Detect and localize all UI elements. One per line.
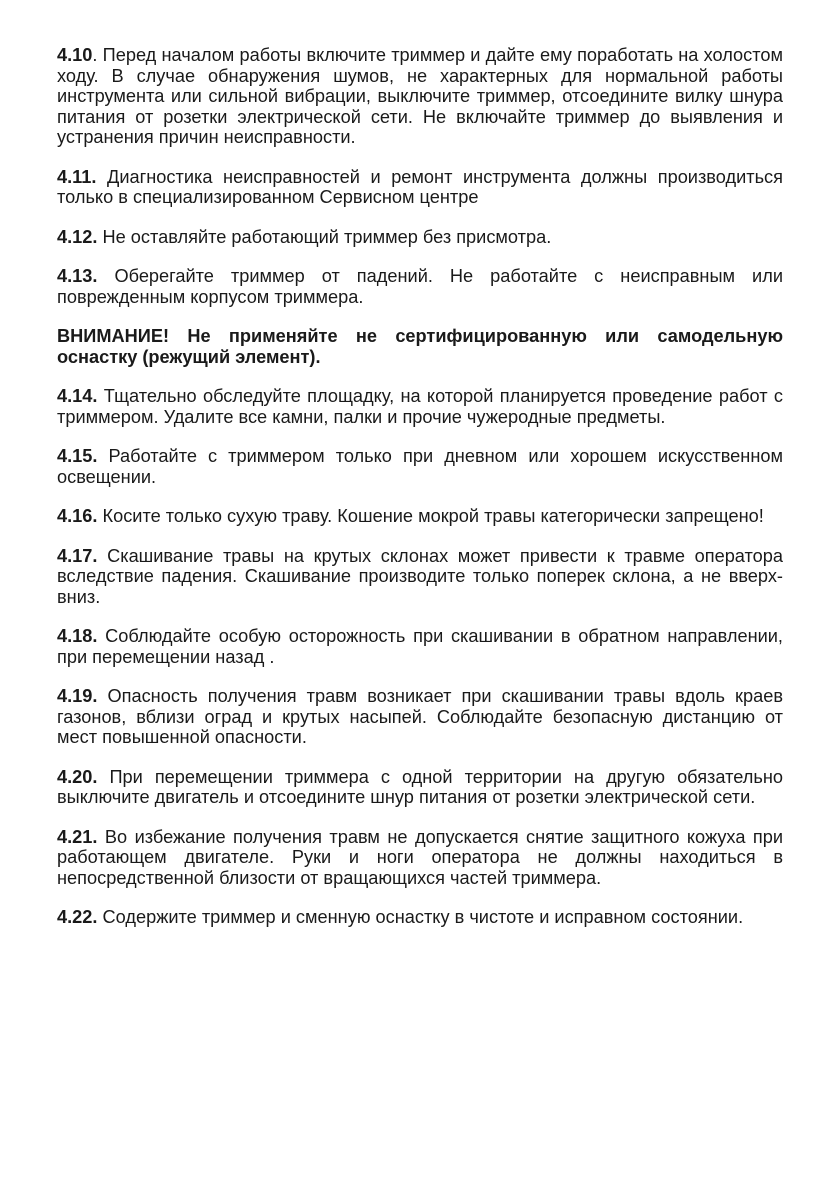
paragraph-text: Не оставляйте работающий триммер без присмотра. (97, 226, 552, 247)
paragraph-4-19 (57, 686, 783, 748)
paragraph-text: При перемещении триммера с одной территории на другую обязательно выключите двигатель и отсоедините шнур питания от розетки электрической сети. (57, 766, 783, 807)
paragraph-4-10 (57, 45, 783, 148)
paragraph-number: 4.11. (57, 166, 97, 187)
paragraph-4-14 (57, 386, 783, 427)
paragraph-4-12 (57, 227, 783, 248)
paragraph-number: 4.18. (57, 626, 98, 646)
paragraph-4-13 (57, 266, 783, 307)
paragraph-4-15 (57, 446, 783, 487)
paragraph-text: Косите только сухую траву. Кошение мокрой травы категорически запрещено! (97, 506, 764, 526)
paragraph-4-22 (57, 907, 783, 928)
warning-notice: ВНИМАНИЕ! Не применяйте не сертифицированную или самодельную оснастку (режущий элемент). (57, 326, 783, 367)
paragraph-4-16 (57, 506, 783, 527)
paragraph-text: Во избежание получения травм не допускается снятие защитного кожуха при работающем двигателе. Руки и ноги оператора не должны находиться в непосредственной близости от вращающихся частей триммера. (57, 826, 783, 888)
paragraph-number: 4.22. (57, 907, 98, 927)
paragraph-text: Диагностика неисправностей и ремонт инструмента должны производиться только в специализированном Сервисном центре (57, 166, 783, 207)
paragraph-4-18 (57, 626, 783, 667)
paragraph-number: 4.13. (57, 266, 98, 286)
paragraph-text: . Перед началом работы включите триммер и дайте ему поработать на холостом ходу. В случае обнаружения шумов, не характерных для нормальной работы инструмента или сильной вибрации, выключите триммер, отсоедините вилку шнура питания от розетки электрической сети. Не включайте триммер до выявления и устранения причин неисправности. (57, 45, 783, 147)
paragraph-number: 4.17. (57, 545, 98, 566)
document-page (57, 45, 783, 947)
paragraph-number: 4.16. (57, 506, 98, 526)
paragraph-text: Опасность получения травм возникает при скашивании травы вдоль краев газонов, вблизи оград и крутых насыпей. Соблюдайте безопасную дистанцию от мест повышенной опасности. (57, 686, 783, 747)
paragraph-text: Содержите триммер и сменную оснастку в чистоте и исправном состоянии. (97, 907, 744, 927)
paragraph-number: 4.14. (57, 386, 98, 406)
paragraph-text: Скашивание травы на крутых склонах может привести к травме оператора вследствие падения. Скашивание производите только поперек склона, а не вверх-вниз. (57, 545, 783, 607)
paragraph-number: 4.19. (57, 686, 98, 706)
paragraph-number: 4.12. (57, 226, 98, 247)
paragraph-number: 4.20. (57, 766, 98, 787)
paragraph-4-21 (57, 827, 783, 889)
paragraph-text: Оберегайте триммер от падений. Не работайте с неисправным или поврежденным корпусом триммера. (57, 266, 783, 307)
paragraph-number: 4.10 (57, 45, 93, 65)
paragraph-number: 4.21. (57, 826, 98, 847)
paragraph-4-17 (57, 546, 783, 608)
paragraph-text: Тщательно обследуйте площадку, на которой планируется проведение работ с триммером. Удалите все камни, палки и прочие чужеродные предметы. (57, 386, 783, 427)
paragraph-text: Работайте с триммером только при дневном или хорошем искусственном освещении. (57, 446, 783, 487)
paragraph-number: 4.15. (57, 446, 98, 466)
paragraph-4-11 (57, 167, 783, 208)
paragraph-4-20 (57, 767, 783, 808)
paragraph-text: Соблюдайте особую осторожность при скашивании в обратном направлении, при перемещении назад . (57, 626, 783, 667)
